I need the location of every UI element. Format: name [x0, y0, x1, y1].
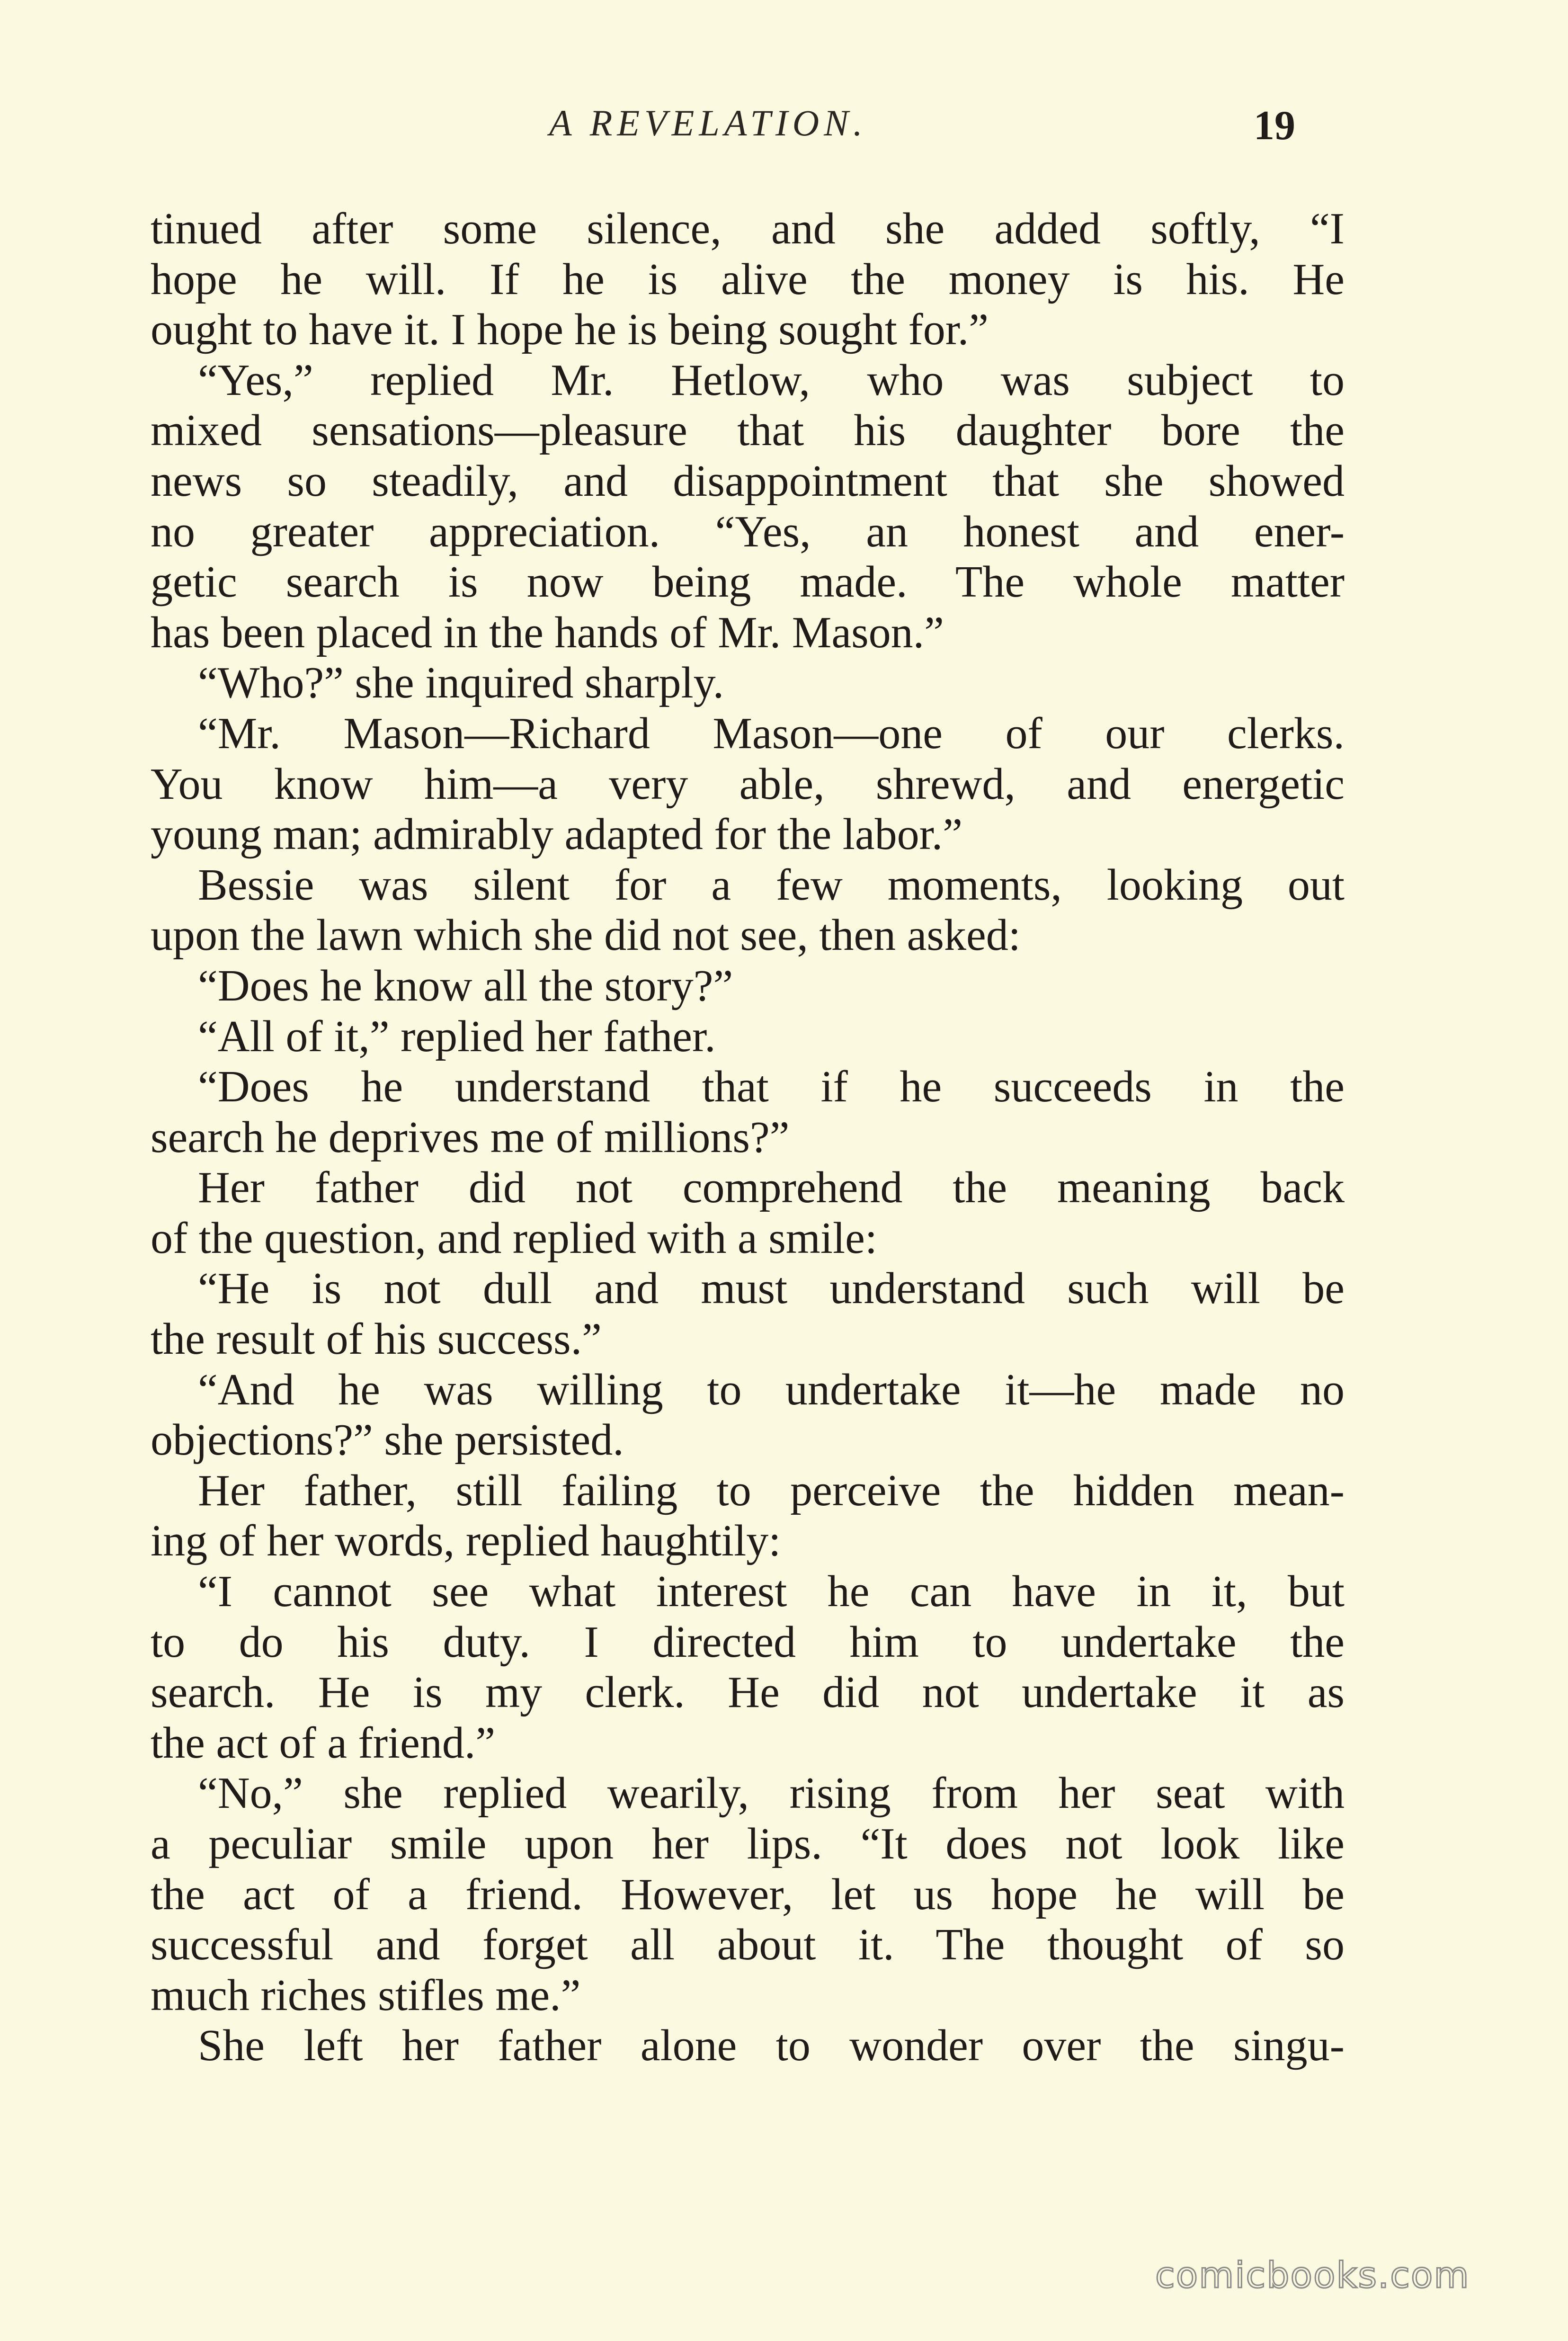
- text-line: objections?” she persisted.: [151, 1415, 624, 1465]
- text-line: tinued after some silence, and she added softly, “I: [151, 204, 1345, 253]
- text-line: much riches stifles me.”: [151, 1970, 581, 2020]
- text-line: news so steadily, and disappointment that she showed: [151, 456, 1345, 506]
- text-line: has been placed in the hands of Mr. Mason.”: [151, 608, 944, 657]
- text-line: no greater appreciation. “Yes, an honest and ener-: [151, 507, 1345, 556]
- text-line: the act of a friend.”: [151, 1718, 496, 1768]
- text-line: hope he will. If he is alive the money is his. He: [151, 254, 1345, 304]
- text-line: successful and forget all about it. The thought of so: [151, 1920, 1345, 1970]
- text-line: “And he was willing to undertake it—he made no: [198, 1365, 1345, 1414]
- running-head: [0, 102, 1568, 159]
- text-line: ing of her words, replied haughtily:: [151, 1516, 781, 1566]
- text-line: to do his duty. I directed him to undertake the: [151, 1617, 1345, 1667]
- text-line: “He is not dull and must understand such will be: [198, 1264, 1345, 1313]
- text-line: “No,” she replied wearily, rising from her seat with: [198, 1769, 1345, 1818]
- text-line: “Mr. Mason—Richard Mason—one of our clerks.: [198, 708, 1345, 758]
- text-line: Bessie was silent for a few moments, looking out: [198, 860, 1345, 910]
- text-line: Her father did not comprehend the meaning back: [198, 1163, 1345, 1213]
- text-line: “All of it,” replied her father.: [198, 1011, 716, 1061]
- text-line: upon the lawn which she did not see, then asked:: [151, 911, 1021, 960]
- running-title: A REVELATION.: [549, 102, 867, 143]
- text-line: mixed sensations—pleasure that his daughter bore the: [151, 406, 1345, 456]
- text-line: the act of a friend. However, let us hope he will be: [151, 1869, 1345, 1919]
- watermark: comicbooks.com: [1155, 2254, 1470, 2296]
- page-number: 19: [1254, 103, 1295, 149]
- text-line: search. He is my clerk. He did not undertake it as: [151, 1668, 1345, 1717]
- text-line: a peculiar smile upon her lips. “It does not look like: [151, 1819, 1345, 1868]
- text-line: young man; admirably adapted for the labor.”: [151, 810, 962, 859]
- text-line: Her father, still failing to perceive the hidden mean-: [198, 1465, 1345, 1515]
- text-line: ought to have it. I hope he is being sought for.”: [151, 305, 989, 355]
- text-line: You know him—a very able, shrewd, and energetic: [151, 759, 1345, 809]
- text-line: “Yes,” replied Mr. Hetlow, who was subject to: [198, 355, 1345, 405]
- text-line: the result of his success.”: [151, 1314, 602, 1364]
- text-line: getic search is now being made. The whole matter: [151, 557, 1345, 607]
- text-line: search he deprives me of millions?”: [151, 1112, 790, 1162]
- text-line: She left her father alone to wonder over the singu-: [198, 2021, 1345, 2071]
- text-line: “Does he understand that if he succeeds in the: [198, 1062, 1345, 1112]
- text-line: “Does he know all the story?”: [198, 961, 733, 1010]
- text-line: “I cannot see what interest he can have in it, but: [198, 1567, 1345, 1617]
- body-text: [151, 204, 1345, 2071]
- text-line: “Who?” she inquired sharply.: [198, 658, 724, 708]
- text-line: of the question, and replied with a smile:: [151, 1213, 877, 1263]
